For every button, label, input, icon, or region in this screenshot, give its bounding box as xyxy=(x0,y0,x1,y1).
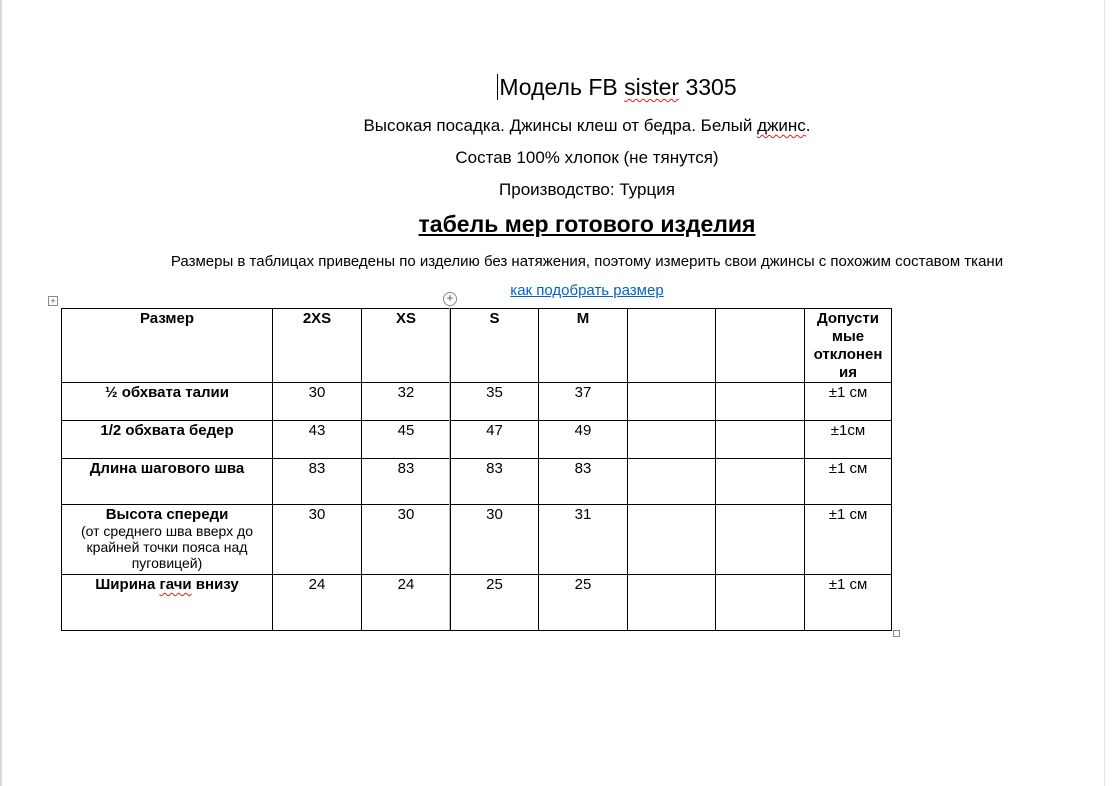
value-cell[interactable] xyxy=(716,575,805,631)
page-left-edge xyxy=(0,0,2,786)
value-cell[interactable]: 30 xyxy=(273,383,362,421)
size-note[interactable]: Размеры в таблицах приведены по изделию без натяжения, поэтому измерить свои джинсы с похожим составом ткани xyxy=(170,253,1004,270)
value-cell[interactable]: 24 xyxy=(362,575,451,631)
row-label-cell[interactable] xyxy=(62,505,273,575)
value-cell[interactable]: 35 xyxy=(451,383,539,421)
row-label: Высота спереди xyxy=(105,506,229,523)
value-cell[interactable] xyxy=(716,459,805,505)
header-cell[interactable]: XS xyxy=(362,309,451,383)
row-label-cell[interactable] xyxy=(62,575,273,631)
deviation-cell[interactable]: ±1 см xyxy=(805,505,892,575)
value-cell[interactable]: 30 xyxy=(273,505,362,575)
size-table xyxy=(61,308,892,631)
value-cell[interactable] xyxy=(716,421,805,459)
spellcheck-word: джинс xyxy=(757,116,806,135)
title-text: Модель FB sister 3305 xyxy=(499,74,737,100)
header-cell[interactable] xyxy=(628,309,716,383)
table-row xyxy=(62,575,892,631)
size-guide-link-line xyxy=(27,282,1120,299)
value-cell[interactable]: 43 xyxy=(273,421,362,459)
measurements-heading[interactable]: табель мер готового изделия xyxy=(418,211,756,237)
value-cell[interactable]: 25 xyxy=(539,575,628,631)
header-cell[interactable]: M xyxy=(539,309,628,383)
value-cell[interactable]: 83 xyxy=(362,459,451,505)
value-cell[interactable]: 31 xyxy=(539,505,628,575)
table-row xyxy=(62,505,892,575)
header-cell[interactable]: S xyxy=(451,309,539,383)
value-cell[interactable]: 24 xyxy=(273,575,362,631)
deviation-cell[interactable]: ±1 см xyxy=(805,575,892,631)
value-cell[interactable]: 25 xyxy=(451,575,539,631)
column-resize-guide xyxy=(449,306,450,630)
header-cell[interactable]: Размер xyxy=(62,309,273,383)
row-label: Ширина гачи внизу xyxy=(95,576,239,593)
row-label: 1/2 обхвата бедер xyxy=(100,422,234,439)
table-row xyxy=(62,459,892,505)
row-label-cell[interactable] xyxy=(62,383,273,421)
row-label: Длина шагового шва xyxy=(89,460,245,477)
value-cell[interactable]: 83 xyxy=(273,459,362,505)
value-cell[interactable]: 30 xyxy=(362,505,451,575)
deviation-cell[interactable]: ±1см xyxy=(805,421,892,459)
value-cell[interactable] xyxy=(716,505,805,575)
value-cell[interactable]: 83 xyxy=(451,459,539,505)
table-header-row xyxy=(62,309,892,383)
table-move-handle-icon[interactable]: + xyxy=(48,296,58,306)
value-cell[interactable] xyxy=(716,383,805,421)
value-cell[interactable] xyxy=(628,575,716,631)
deviation-cell[interactable]: ±1 см xyxy=(805,383,892,421)
row-label-cell[interactable] xyxy=(62,459,273,505)
size-table-body xyxy=(62,309,892,631)
value-cell[interactable]: 37 xyxy=(539,383,628,421)
deviation-cell[interactable]: ±1 см xyxy=(805,459,892,505)
row-label-note: (от среднего шва вверх до крайней точки пояса над пуговицей) xyxy=(80,523,254,571)
description-text: Высокая посадка. Джинсы клеш от бедра. Белый джинс. xyxy=(363,116,811,135)
document-title[interactable] xyxy=(57,74,1120,101)
table-row xyxy=(62,383,892,421)
value-cell[interactable] xyxy=(628,421,716,459)
value-cell[interactable]: 45 xyxy=(362,421,451,459)
value-cell[interactable]: 30 xyxy=(451,505,539,575)
value-cell[interactable]: 47 xyxy=(451,421,539,459)
header-cell-deviation[interactable]: Допусти мые отклонен ия xyxy=(805,309,892,383)
header-cell[interactable]: 2XS xyxy=(273,309,362,383)
size-guide-link[interactable]: как подобрать размер xyxy=(510,282,664,299)
description-line[interactable] xyxy=(27,116,1120,136)
value-cell[interactable] xyxy=(628,505,716,575)
value-cell[interactable] xyxy=(628,459,716,505)
row-label-cell[interactable] xyxy=(62,421,273,459)
production-line[interactable]: Производство: Турция xyxy=(499,180,675,199)
value-cell[interactable]: 83 xyxy=(539,459,628,505)
value-cell[interactable]: 32 xyxy=(362,383,451,421)
composition-line[interactable]: Состав 100% хлопок (не тянутся) xyxy=(455,148,719,167)
table-resize-handle-icon[interactable] xyxy=(893,630,900,637)
spellcheck-word: гачи xyxy=(159,576,192,593)
value-cell[interactable]: 49 xyxy=(539,421,628,459)
insert-column-icon[interactable]: + xyxy=(443,292,457,306)
row-label: ½ обхвата талии xyxy=(105,384,229,401)
header-cell[interactable] xyxy=(716,309,805,383)
value-cell[interactable] xyxy=(628,383,716,421)
table-row xyxy=(62,421,892,459)
spellcheck-word: sister xyxy=(624,74,680,100)
